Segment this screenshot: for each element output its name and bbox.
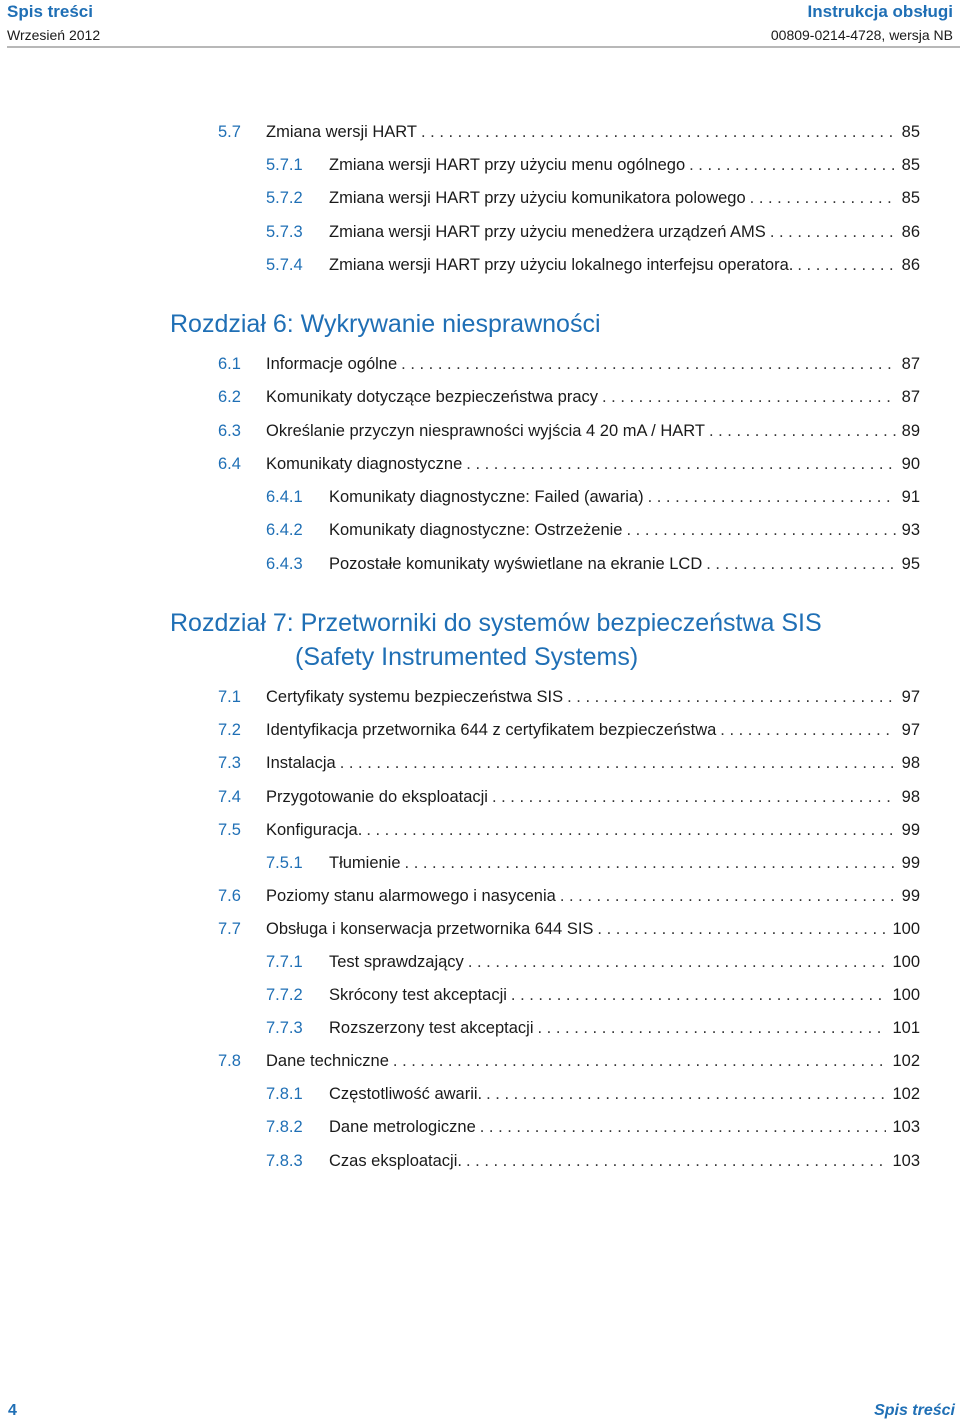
toc-entry-title: Certyfikaty systemu bezpieczeństwa SIS bbox=[266, 688, 564, 706]
toc-entry-page: 87 bbox=[901, 388, 920, 406]
toc-leader-dots bbox=[720, 718, 895, 742]
toc-entry[interactable] bbox=[266, 153, 920, 177]
toc-entry-number: 7.8.3 bbox=[266, 1152, 303, 1170]
toc-entry[interactable] bbox=[218, 452, 920, 476]
toc-entry[interactable] bbox=[218, 718, 920, 742]
toc-entry[interactable] bbox=[266, 518, 920, 542]
toc-leader-dots bbox=[797, 253, 895, 277]
toc-entry-title: Identyfikacja przetwornika 644 z certyfikatem bezpieczeństwa bbox=[266, 721, 717, 739]
toc-entry[interactable] bbox=[266, 552, 920, 576]
toc-leader-dots bbox=[492, 785, 896, 809]
toc-entry-title: Przygotowanie do eksploatacji bbox=[266, 788, 488, 806]
toc-entry-number: 6.4.2 bbox=[266, 521, 303, 539]
toc-entry-title: Komunikaty diagnostyczne: Ostrzeżenie bbox=[329, 521, 623, 539]
toc-entry-page: 87 bbox=[901, 355, 920, 373]
toc-leader-dots bbox=[648, 485, 896, 509]
toc-entry-number: 7.7 bbox=[218, 920, 241, 938]
toc-entry-page: 100 bbox=[892, 920, 920, 938]
toc-entry-title: Komunikaty diagnostyczne bbox=[266, 455, 463, 473]
footer-page-number: 4 bbox=[8, 1402, 17, 1419]
toc-entry-page: 100 bbox=[892, 953, 920, 971]
toc-entry-page: 91 bbox=[901, 488, 920, 506]
toc-entry-number: 7.7.2 bbox=[266, 986, 303, 1004]
toc-entry[interactable] bbox=[266, 1115, 920, 1139]
toc-leader-dots bbox=[709, 419, 896, 443]
toc-entry-page: 85 bbox=[901, 189, 920, 207]
toc-entry[interactable] bbox=[266, 851, 920, 875]
toc-entry-title: Instalacja bbox=[266, 754, 336, 772]
toc-entry-number: 7.5 bbox=[218, 821, 241, 839]
toc-entry-number: 5.7.3 bbox=[266, 223, 303, 241]
toc-entry-title: Rozszerzony test akceptacji bbox=[329, 1019, 534, 1037]
toc-entry-title: Test sprawdzający bbox=[329, 953, 464, 971]
toc-entry-title: Zmiana wersji HART przy użyciu menedżera urządzeń AMS bbox=[329, 223, 766, 241]
toc-entry[interactable] bbox=[218, 917, 920, 941]
toc-entry-page: 99 bbox=[901, 821, 920, 839]
toc-entry[interactable] bbox=[218, 751, 920, 775]
toc-entry-page: 98 bbox=[901, 788, 920, 806]
toc-entry-number: 5.7.4 bbox=[266, 256, 303, 274]
chapter-heading-7-line1: Rozdział 7: Przetworniki do systemów bezpieczeństwa SIS bbox=[170, 609, 822, 637]
header-doc-number: 00809-0214-4728, wersja NB bbox=[770, 27, 953, 43]
toc-leader-dots bbox=[626, 518, 895, 542]
toc-leader-dots bbox=[706, 552, 895, 576]
toc-leader-dots bbox=[770, 220, 896, 244]
toc-entry[interactable] bbox=[218, 385, 920, 409]
toc-entry[interactable] bbox=[218, 785, 920, 809]
footer-section-title: Spis treści bbox=[874, 1402, 955, 1419]
toc-entry-number: 6.3 bbox=[218, 422, 241, 440]
toc-leader-dots bbox=[366, 818, 895, 842]
toc-entry[interactable] bbox=[266, 950, 920, 974]
header-doc-title: Instrukcja obsługi bbox=[807, 2, 953, 21]
header-date: Wrzesień 2012 bbox=[7, 27, 101, 43]
toc-leader-dots bbox=[602, 385, 896, 409]
toc-entry[interactable] bbox=[218, 685, 920, 709]
toc-leader-dots bbox=[597, 917, 886, 941]
toc-leader-dots bbox=[468, 950, 887, 974]
toc-leader-dots bbox=[560, 884, 896, 908]
toc-entry-title: Konfiguracja. bbox=[266, 821, 363, 839]
toc-entry-number: 5.7.2 bbox=[266, 189, 303, 207]
toc-entry-title: Czas eksploatacji. bbox=[329, 1152, 462, 1170]
toc-entry-title: Dane metrologiczne bbox=[329, 1118, 476, 1136]
toc-entry-number: 7.7.3 bbox=[266, 1019, 303, 1037]
toc-entry-title: Poziomy stanu alarmowego i nasycenia bbox=[266, 887, 556, 905]
toc-entry-title: Pozostałe komunikaty wyświetlane na ekranie LCD bbox=[329, 555, 703, 573]
toc-leader-dots bbox=[511, 983, 887, 1007]
toc-entry-title: Komunikaty dotyczące bezpieczeństwa pracy bbox=[266, 388, 598, 406]
toc-entry-page: 101 bbox=[892, 1019, 920, 1037]
toc-leader-dots bbox=[750, 186, 896, 210]
toc-leader-dots bbox=[393, 1049, 887, 1073]
toc-entry-title: Tłumienie bbox=[329, 854, 401, 872]
toc-entry[interactable] bbox=[266, 253, 920, 277]
toc-leader-dots bbox=[567, 685, 896, 709]
toc-entry-title: Zmiana wersji HART bbox=[266, 123, 417, 141]
chapter-heading-6[interactable]: Rozdział 6: Wykrywanie niesprawności bbox=[170, 310, 601, 338]
toc-entry-page: 85 bbox=[901, 123, 920, 141]
toc-leader-dots bbox=[405, 851, 896, 875]
toc-entry[interactable] bbox=[266, 1082, 920, 1106]
toc-entry-number: 7.2 bbox=[218, 721, 241, 739]
toc-entry-title: Informacje ogólne bbox=[266, 355, 398, 373]
toc-entry-number: 7.8.2 bbox=[266, 1118, 303, 1136]
toc-entry-page: 97 bbox=[901, 721, 920, 739]
toc-entry-title: Skrócony test akceptacji bbox=[329, 986, 507, 1004]
chapter-heading-7-line2: (Safety Instrumented Systems) bbox=[295, 643, 639, 671]
toc-entry-title: Częstotliwość awarii. bbox=[329, 1085, 483, 1103]
toc-entry-number: 7.1 bbox=[218, 688, 241, 706]
toc-entry-page: 90 bbox=[901, 455, 920, 473]
toc-leader-dots bbox=[538, 1016, 887, 1040]
toc-entry-number: 6.4.1 bbox=[266, 488, 303, 506]
toc-entry-page: 86 bbox=[901, 223, 920, 241]
toc-entry-page: 93 bbox=[901, 521, 920, 539]
toc-entry-number: 7.3 bbox=[218, 754, 241, 772]
toc-entry-number: 6.1 bbox=[218, 355, 241, 373]
toc-entry-title: Zmiana wersji HART przy użyciu menu ogólnego bbox=[329, 156, 686, 174]
toc-entry[interactable] bbox=[266, 983, 920, 1007]
toc-entry-title: Zmiana wersji HART przy użyciu komunikatora polowego bbox=[329, 189, 746, 207]
toc-entry-page: 103 bbox=[892, 1118, 920, 1136]
toc-entry-page: 102 bbox=[892, 1052, 920, 1070]
toc-entry[interactable] bbox=[218, 120, 920, 144]
toc-entry-page: 100 bbox=[892, 986, 920, 1004]
toc-entry-number: 6.2 bbox=[218, 388, 241, 406]
toc-entry[interactable] bbox=[218, 818, 920, 842]
toc-entry-page: 85 bbox=[901, 156, 920, 174]
toc-entry-number: 7.8.1 bbox=[266, 1085, 303, 1103]
toc-entry-number: 7.6 bbox=[218, 887, 241, 905]
header-section-title: Spis treści bbox=[7, 2, 93, 21]
toc-entry[interactable] bbox=[218, 352, 920, 376]
toc-entry-page: 102 bbox=[892, 1085, 920, 1103]
toc-leader-dots bbox=[421, 120, 896, 144]
toc-entry-title: Określanie przyczyn niesprawności wyjścia 4 20 mA / HART bbox=[266, 422, 705, 440]
toc-entry-number: 7.8 bbox=[218, 1052, 241, 1070]
chapter-heading-7[interactable] bbox=[170, 606, 822, 674]
toc-entry[interactable] bbox=[218, 1049, 920, 1073]
toc-entry-page: 99 bbox=[901, 854, 920, 872]
toc-entry-number: 6.4.3 bbox=[266, 555, 303, 573]
toc-entry-title: Zmiana wersji HART przy użyciu lokalnego interfejsu operatora. bbox=[329, 256, 794, 274]
toc-entry-number: 5.7 bbox=[218, 123, 241, 141]
toc-entry-page: 99 bbox=[901, 887, 920, 905]
toc-entry-page: 103 bbox=[892, 1152, 920, 1170]
toc-leader-dots bbox=[466, 452, 895, 476]
toc-entry[interactable] bbox=[266, 220, 920, 244]
toc-entry-number: 6.4 bbox=[218, 455, 241, 473]
toc-entry[interactable] bbox=[266, 1149, 920, 1173]
toc-entry-page: 86 bbox=[901, 256, 920, 274]
toc-entry-page: 97 bbox=[901, 688, 920, 706]
toc-leader-dots bbox=[480, 1115, 887, 1139]
toc-entry[interactable] bbox=[218, 419, 920, 443]
toc-leader-dots bbox=[486, 1082, 886, 1106]
toc-entry-title: Komunikaty diagnostyczne: Failed (awaria) bbox=[329, 488, 644, 506]
toc-entry[interactable] bbox=[218, 884, 920, 908]
toc-entry-title: Obsługa i konserwacja przetwornika 644 SIS bbox=[266, 920, 594, 938]
toc-entry-page: 89 bbox=[901, 422, 920, 440]
toc-entry[interactable] bbox=[266, 485, 920, 509]
toc-leader-dots bbox=[401, 352, 895, 376]
toc-entry-page: 98 bbox=[901, 754, 920, 772]
toc-leader-dots bbox=[689, 153, 896, 177]
toc-entry-page: 95 bbox=[901, 555, 920, 573]
toc-entry-title: Dane techniczne bbox=[266, 1052, 389, 1070]
toc-entry-number: 7.7.1 bbox=[266, 953, 303, 971]
toc-entry-number: 7.5.1 bbox=[266, 854, 303, 872]
toc-leader-dots bbox=[340, 751, 896, 775]
toc-entry[interactable] bbox=[266, 186, 920, 210]
toc-entry-number: 7.4 bbox=[218, 788, 241, 806]
toc-entry-number: 5.7.1 bbox=[266, 156, 303, 174]
toc-entry[interactable] bbox=[266, 1016, 920, 1040]
toc-leader-dots bbox=[466, 1149, 886, 1173]
